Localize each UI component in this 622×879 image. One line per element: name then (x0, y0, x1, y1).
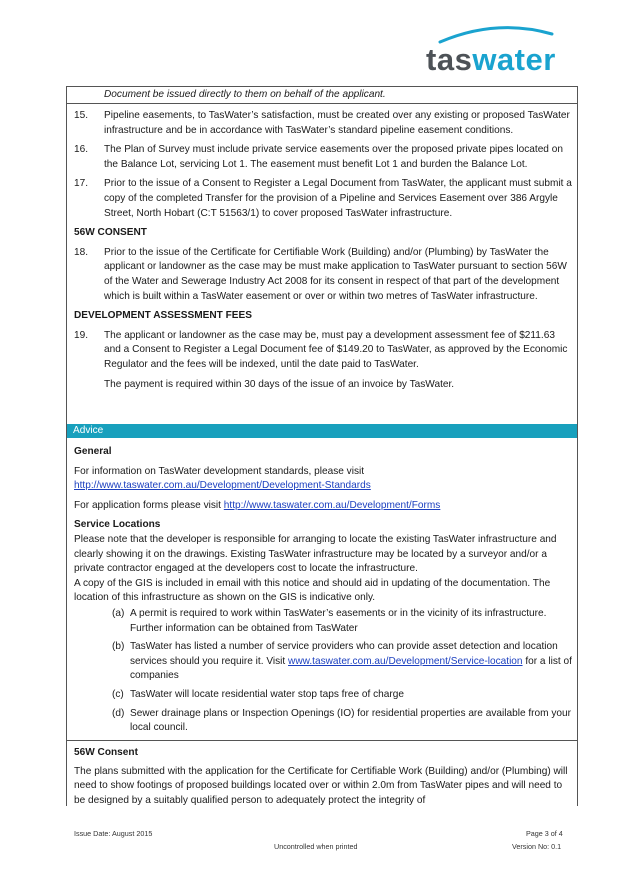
advice-header: Advice (67, 424, 577, 438)
footer-version: Version No: 0.1 (512, 842, 562, 851)
consent-heading: 56W CONSENT (74, 227, 147, 239)
conditions-section (74, 88, 572, 103)
condition-item-17: 17. Prior to the issue of a Consent to Register a Legal Document from TasWater, the applicant must submit a copy of the completed Transfer for the provision of a Pipeline and Services Easement over 386 Argyle Street, North Hobart (C:T 51563/1) to cover proposed TasWater infrastructure. (74, 178, 572, 219)
standards-link[interactable]: http://www.taswater.com.au/Development/Development-Standards (74, 480, 371, 492)
footer-page: Page 3 of 4 (526, 829, 563, 838)
consent-advice-heading: 56W Consent (74, 747, 138, 758)
service-item-c: (c) TasWater will locate residential water stop taps free of charge (112, 688, 404, 700)
service-item-b: (b) TasWater has listed a number of service providers who can provide asset detection and location services should you require it. Visit www.taswater.com.au/Development/Service-location for a list of companies (112, 641, 572, 682)
fees-heading: DEVELOPMENT ASSESSMENT FEES (74, 310, 252, 322)
intro-line: Document be issued directly to them on behalf of the applicant. (104, 89, 386, 100)
condition-item-15: 15. Pipeline easements, to TasWater’s satisfaction, must be created over any existing or proposed TasWater infrastructure and be in accordance with TasWater’s standard pipeline easement conditions. (74, 110, 570, 136)
condition-list (74, 109, 572, 392)
forms-text: For application forms please visit (74, 499, 224, 511)
consent-advice-text: The plans submitted with the application for the Certificate for Certifiable Work (Building) and/or (Plumbing) will need to show footings of proposed buildings located over or within 2.0m from TasWater pipes and will need to be designed by a suitably qualified person to adequately protect the integrity of (74, 765, 568, 806)
divider (67, 740, 577, 741)
forms-link[interactable]: http://www.taswater.com.au/Development/Forms (223, 499, 441, 511)
payment-note: The payment is required within 30 days of the issue of an invoice by TasWater. (104, 378, 455, 390)
condition-item-16: 16. The Plan of Survey must include private service easements over the proposed private pipes located on the Balance Lot, servicing Lot 1. The easement must benefit Lot 1 and burden the Balance Lot. (74, 144, 563, 170)
condition-item-18: 18. Prior to the issue of the Certificate for Certifiable Work (Building) and/or (Plumbing) by TasWater the applicant or landowner as the case may be must make application to TasWater pursuant to section 56W of the Water and Sewerage Industry Act 2008 for its consent in respect of that part of the development which is built within a TasWater easement or over or within two metres of TasWater infrastructure. (74, 246, 567, 302)
divider (67, 103, 577, 104)
logo-text-water: water (472, 42, 556, 77)
advice-section (74, 445, 572, 736)
service-item-a: (a) A permit is required to work within TasWater’s easements or in the vicinity of its infrastructure. Further information can be obtained from TasWater (112, 607, 547, 634)
service-location-link[interactable]: www.taswater.com.au/Development/Service-location (288, 655, 523, 667)
taswater-logo (426, 22, 556, 80)
service-locations-heading: Service Locations (74, 519, 161, 531)
footer-issue-date: Issue Date: August 2015 (74, 829, 153, 838)
consent-advice-section (74, 746, 572, 808)
condition-item-19: 19. The applicant or landowner as the case may be, must pay a development assessment fee of $211.63 and a Consent to Register a Legal Document fee of $149.20 to TasWater, as approved by the Economic Regulator and the fees will be indexed, until the date paid to TasWater. (74, 329, 568, 370)
standards-text: For information on TasWater development standards, please visit (74, 465, 365, 477)
footer-uncontrolled: Uncontrolled when printed (274, 842, 358, 851)
general-heading: General (74, 446, 112, 457)
logo-text-tas: tas (426, 42, 473, 77)
service-locations-para1: Please note that the developer is responsible for arranging to locate the existing TasWater infrastructure and clearly showing it on the drawings. Existing TasWater infrastructure may be located by a surveyor and/or a private contractor engaged at the developers cost to locate the infrastructure. (74, 533, 557, 575)
service-locations-para2: A copy of the GIS is included in email with this notice and should aid in updating of the documentation. The location of this infrastructure as shown on the GIS is indicative only. (74, 577, 551, 604)
service-item-d: (d) Sewer drainage plans or Inspection Openings (IO) for residential properties are available from your local council. (112, 707, 571, 734)
